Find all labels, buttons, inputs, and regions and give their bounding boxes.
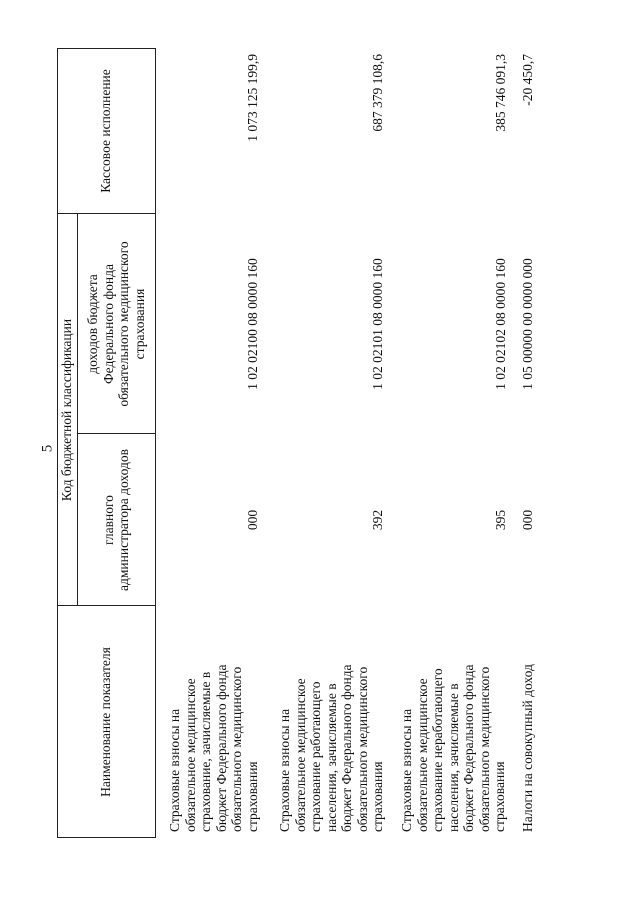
row-2-execution: 687 379 108,6	[370, 54, 385, 132]
header-name: Наименование показателя	[98, 647, 114, 797]
header-execution: Кассовое исполнение	[98, 69, 114, 193]
rotated-table-container	[57, 48, 567, 838]
row-4-admin-code: 000	[520, 509, 535, 531]
row-4-execution: -20 450,7	[520, 54, 535, 106]
header-income-code: доходов бюджета Федерального фонда обязательного медицинского страхования	[85, 241, 147, 407]
row-2-income-code: 1 02 02101 08 0000 160	[370, 258, 385, 390]
row-4-income-code: 1 05 00000 00 0000 000	[520, 258, 535, 390]
row-3-name: Страховые взносы на обязательное медицинское страхование неработающего населения, зачисляемые в бюджет Федерального фонда обязательного медицинского страхования	[399, 664, 507, 832]
row-2-name: Страховые взносы на обязательное медицинское страхование работающего населения, зачисляемые в бюджет Федерального фонда обязательного медицинского страхования	[277, 664, 385, 832]
row-4-name: Налоги на совокупный доход	[520, 664, 535, 832]
header-budget-code: Код бюджетной классификации	[59, 318, 75, 502]
row-3-execution: 385 746 091,3	[493, 54, 508, 132]
row-1-admin-code: 000	[245, 509, 260, 531]
row-2-admin-code: 392	[370, 509, 385, 531]
row-1-name: Страховые взносы на обязательное медицинское страхование, зачисляемые в бюджет Федерального фонда обязательного медицинского страхования	[167, 664, 260, 832]
row-1-execution: 1 073 125 199,9	[245, 54, 260, 142]
budget-table	[57, 48, 567, 838]
header-admin-code: главного администратора доходов	[100, 449, 131, 591]
row-3-admin-code: 395	[493, 509, 508, 531]
row-1-income-code: 1 02 02100 08 0000 160	[245, 258, 260, 390]
row-3-income-code: 1 02 02102 08 0000 160	[493, 258, 508, 390]
page-number: 5	[39, 444, 56, 453]
